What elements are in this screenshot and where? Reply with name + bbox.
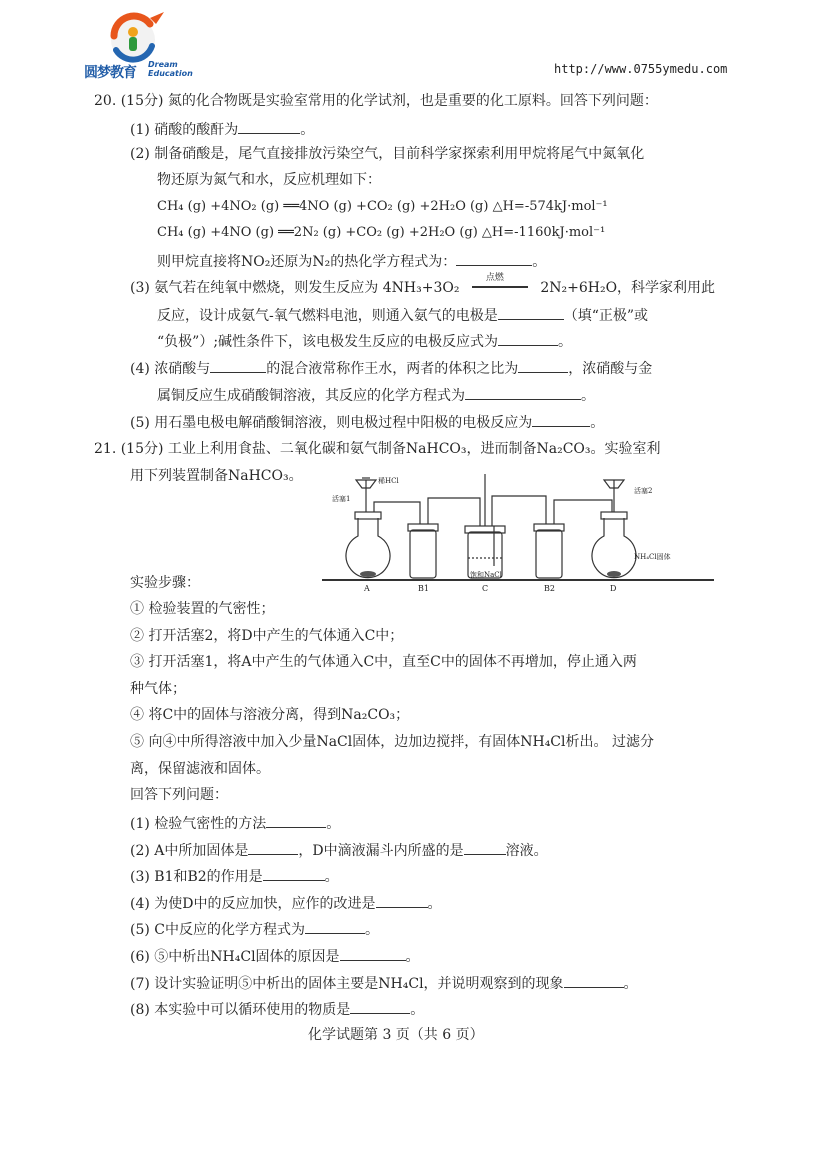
q21-question3 — [130, 866, 339, 886]
label-nh4cl: NH₄Cl固体 — [634, 553, 671, 561]
q21-steps-title: 实验步骤： — [130, 575, 200, 591]
q21-q6-blank — [340, 946, 406, 961]
label-A: A — [364, 584, 370, 593]
q20-part5-blank — [532, 412, 590, 427]
q21-question5 — [130, 919, 379, 939]
q20-part1 — [130, 119, 314, 139]
q20-part3-line1 — [130, 273, 716, 297]
logo-english-text-1: Dream — [148, 60, 178, 69]
q20-part3-reaction-right: 2N₂+6H₂O，科学家利用此 — [540, 280, 716, 296]
q20-part2-line1: (2) 制备硝酸是，尾气直接排放污染空气，目前科学家探索利用甲烷将尾气中氮氧化 — [130, 146, 645, 162]
q20-part4-line2 — [157, 385, 595, 405]
q21-q4-blank — [376, 893, 428, 908]
q20-part1-blank — [238, 119, 300, 134]
q21-question8 — [130, 999, 424, 1019]
label-nacl: 饱和NaCl — [470, 571, 502, 579]
q20-part2-end: 。 — [532, 254, 547, 270]
q21-q7-end: 。 — [623, 976, 638, 992]
q21-q1-text: (1) 检验气密性的方法 — [130, 816, 267, 832]
logo — [84, 10, 194, 80]
page-footer: 化学试题第 3 页（共 6 页） — [308, 1027, 484, 1043]
q21-q6-text: (6) ⑤中析出NH₄Cl固体的原因是 — [130, 949, 340, 965]
q20-part4-blank-2 — [518, 358, 568, 373]
q21-step3-line2: 种气体； — [130, 681, 186, 697]
q21-q2-text-3: 溶液。 — [505, 843, 548, 859]
q21-q8-end: 。 — [410, 1002, 425, 1018]
label-stopcock2: 活塞2 — [634, 487, 653, 495]
q20-part4-text-2: 的混合液常称作王水，两者的体积之比为 — [266, 361, 519, 377]
q21-q1-blank — [266, 813, 326, 828]
q20-part5 — [130, 412, 604, 432]
q20-part3-blank-2 — [498, 331, 558, 346]
q21-q5-blank — [305, 919, 365, 934]
q20-part5-text: (5) 用石墨电极电解硝酸铜溶液，则电极过程中阳极的电极反应为 — [130, 415, 533, 431]
q20-part3-line3 — [157, 331, 572, 351]
q21-q6-end: 。 — [405, 949, 420, 965]
header-url: http://www.0755ymedu.com — [554, 62, 728, 76]
q21-heading-line2: 用下列装置制备NaHCO₃。 — [130, 468, 303, 484]
q21-answer-title: 回答下列问题： — [130, 787, 228, 803]
q20-part3-line2 — [157, 305, 648, 325]
q21-q2-text-1: (2) A中所加固体是 — [130, 843, 249, 859]
label-D: D — [610, 584, 617, 593]
q20-reaction-condition: 点燃 — [485, 273, 504, 283]
q21-question2 — [130, 840, 548, 860]
q20-part3-question-2: “负极”）;碱性条件下，该电极发生反应的电极反应式为 — [157, 334, 499, 350]
q20-part4-text-1: (4) 浓硝酸与 — [130, 361, 211, 377]
q20-equation-2: CH₄ (g) +4NO (g) ══2N₂ (g) +CO₂ (g) +2H₂O (g) △H=-1160kJ·mol⁻¹ — [157, 225, 606, 240]
q20-part3-question: 反应，设计成氨气-氧气燃料电池，则通入氨气的电极是 — [157, 308, 498, 324]
q20-part2-line2: 物还原为氮气和水，反应机理如下： — [157, 172, 381, 188]
q20-part4-blank-3 — [465, 385, 581, 400]
apparatus-diagram — [322, 466, 722, 596]
q21-question4 — [130, 893, 442, 913]
q21-step2: ② 打开活塞2，将D中产生的气体通入C中； — [130, 628, 404, 644]
q20-part1-end: 。 — [300, 122, 315, 138]
q20-heading: 20. (15分) 氮的化合物既是实验室常用的化学试剂，也是重要的化工原料。回答下列问题： — [94, 93, 658, 109]
q21-q8-blank — [350, 999, 410, 1014]
q21-question6 — [130, 946, 420, 966]
logo-english-text-2: Education — [148, 69, 193, 78]
q21-step5-line2: 离，保留滤液和固体。 — [130, 761, 270, 777]
q21-question1 — [130, 813, 340, 833]
q21-q2-text-2: ，D中滴液漏斗内所盛的是 — [298, 843, 464, 859]
q21-q4-text: (4) 为使D中的反应加快，应作的改进是 — [130, 896, 376, 912]
q21-q2-blank-1 — [248, 840, 298, 855]
q20-part3-hint: （填“正极”或 — [563, 308, 649, 324]
q20-part2-blank — [456, 251, 532, 266]
q21-q8-text: (8) 本实验中可以循环使用的物质是 — [130, 1002, 351, 1018]
q20-part4-text-3: ，浓硝酸与金 — [568, 361, 653, 377]
q21-step1: ① 检验装置的气密性； — [130, 601, 275, 617]
q21-q4-end: 。 — [427, 896, 442, 912]
q20-part3-end: 。 — [558, 334, 573, 350]
q21-q3-end: 。 — [324, 869, 339, 885]
q20-part4-end: 。 — [581, 388, 595, 404]
q20-part3-blank-1 — [498, 305, 564, 320]
q20-part3-reaction-left: (3) 氨气若在纯氧中燃烧，则发生反应为 4NH₃+3O₂ — [130, 280, 460, 296]
logo-chinese-text: 圆梦教育 — [84, 65, 136, 81]
q21-step5-line1: ⑤ 向④中所得溶液中加入少量NaCl固体，边加边搅拌，有固体NH₄Cl析出。 过滤分 — [130, 734, 654, 750]
q21-q3-blank — [263, 866, 325, 881]
label-B2: B2 — [544, 584, 555, 593]
q20-reaction-arrow — [472, 273, 528, 292]
label-B1: B1 — [418, 584, 429, 593]
q21-step3-line1: ③ 打开活塞1，将A中产生的气体通入C中，直至C中的固体不再增加，停止通入两 — [130, 654, 637, 670]
q20-part4-blank-1 — [210, 358, 266, 373]
q20-part4-line1 — [130, 358, 652, 378]
q20-equation-1: CH₄ (g) +4NO₂ (g) ══4NO (g) +CO₂ (g) +2H₂O (g) △H=-574kJ·mol⁻¹ — [157, 199, 608, 214]
label-stopcock1: 活塞1 — [332, 495, 351, 503]
q21-question7 — [130, 973, 638, 993]
q20-part2-question: 则甲烷直接将NO₂还原为N₂的热化学方程式为： — [157, 254, 457, 270]
q21-q7-blank — [564, 973, 624, 988]
label-C: C — [482, 584, 489, 593]
q20-part2-line3 — [157, 251, 546, 271]
q21-heading-line1: 21. (15分) 工业上利用食盐、二氧化碳和氨气制备NaHCO₃，进而制备Na₂CO₃。实验室利 — [94, 441, 661, 457]
q20-part5-end: 。 — [590, 415, 605, 431]
q20-reaction-arrow-line — [472, 286, 528, 288]
q21-step4: ④ 将C中的固体与溶液分离，得到Na₂CO₃； — [130, 707, 410, 723]
q21-q1-end: 。 — [326, 816, 341, 832]
q21-q5-text: (5) C中反应的化学方程式为 — [130, 922, 305, 938]
q21-q3-text: (3) B1和B2的作用是 — [130, 869, 263, 885]
q21-q2-blank-2 — [464, 840, 506, 855]
q20-part1-text: (1) 硝酸的酸酐为 — [130, 122, 239, 138]
q21-q7-text: (7) 设计实验证明⑤中析出的固体主要是NH₄Cl，并说明观察到的现象 — [130, 976, 564, 992]
q20-part4-text-4: 属铜反应生成硝酸铜溶液，其反应的化学方程式为 — [157, 388, 465, 404]
label-hcl: 稀HCl — [378, 477, 399, 485]
q21-q5-end: 。 — [365, 922, 379, 938]
